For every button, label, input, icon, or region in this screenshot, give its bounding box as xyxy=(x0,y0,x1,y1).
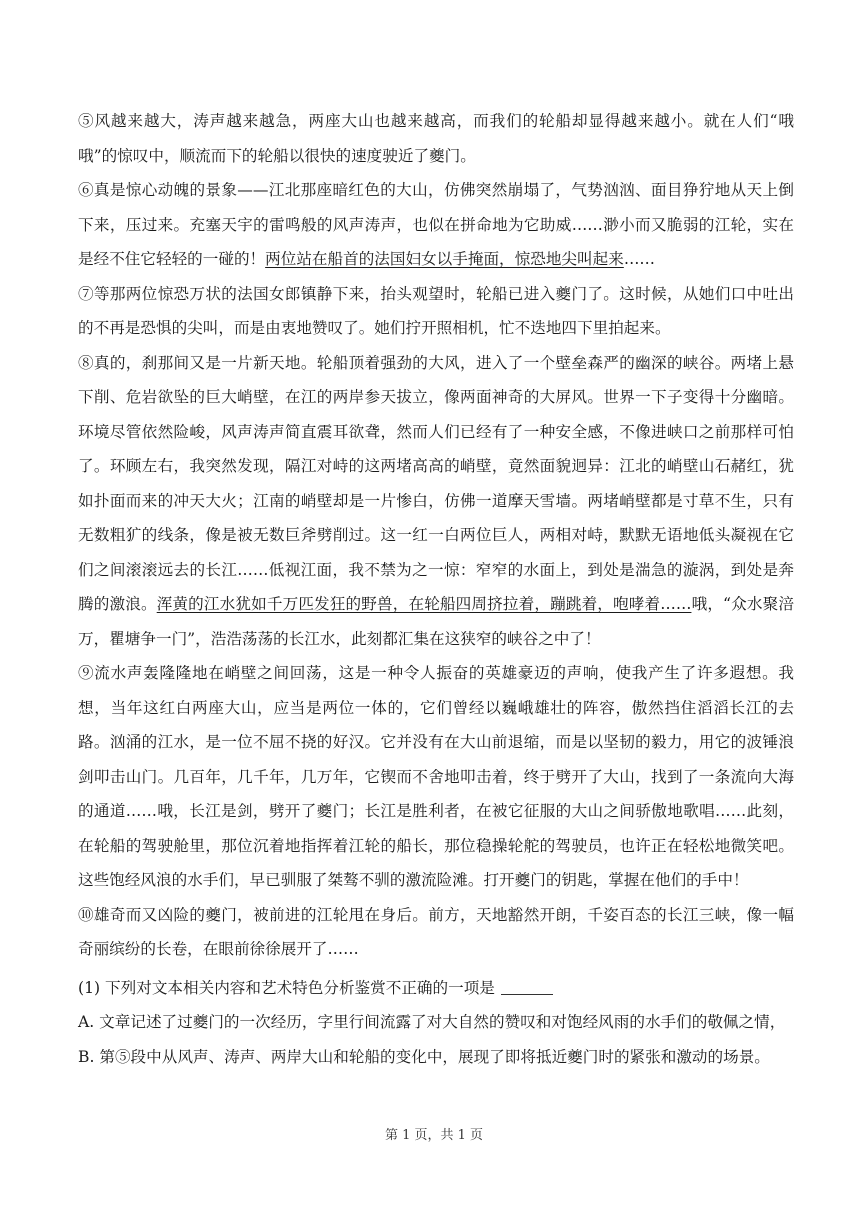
paragraph-7: ⑦等那两位惊恐万状的法国女郎镇静下来，抬头观望时，轮船已进入夔门了。这时候，从她们口中吐出的不再是恐惧的尖叫，而是由衷地赞叹了。她们拧开照相机，忙不迭地四下里拍起来。 xyxy=(78,284,794,337)
question-stem-text: (1) 下列对文本相关内容和艺术特色分析鉴赏不正确的一项是 xyxy=(78,978,495,997)
answer-blank xyxy=(501,976,553,995)
paragraph-8-ending: 哦，“众水聚涪万，瞿塘争一门”，浩浩荡荡的长江水，此刻都汇集在这狭窄的峡谷之中了！ xyxy=(78,595,794,648)
passage-body xyxy=(78,104,794,1074)
paragraph-8 xyxy=(78,346,794,657)
paragraph-6-underlined-sentence: 两位站在船首的法国妇女以手掩面，惊恐地尖叫起来 xyxy=(265,250,624,268)
paragraph-10: ⑩雄奇而又凶险的夔门，被前进的江轮甩在身后。前方，天地豁然开朗，千姿百态的长江三峡，像一幅奇丽缤纷的长卷，在眼前徐徐展开了…… xyxy=(78,905,794,958)
option-a: A. 文章记述了过夔门的一次经历，字里行间流露了对大自然的赞叹和对饱经风雨的水手们的敬佩之情， xyxy=(78,1013,786,1031)
paragraph-8-underlined-sentence: 浑黄的江水犹如千万匹发狂的野兽，在轮船四周挤拉着，蹦跳着，咆哮着…… xyxy=(156,595,692,613)
paragraph-6-ellipsis: …… xyxy=(623,250,655,268)
paragraph-5: ⑤风越来越大，涛声越来越急，两座大山也越来越高，而我们的轮船却显得越来越小。就在人们“哦哦”的惊叹中，顺流而下的轮船以很快的速度驶近了夔门。 xyxy=(78,112,794,165)
option-b: B. 第⑤段中从风声、涛声、两岸大山和轮船的变化中，展现了即将抵近夔门时的紧张和激动的场景。 xyxy=(78,1047,770,1066)
question-stem xyxy=(78,971,794,1006)
paragraph-9: ⑨流水声轰隆隆地在峭壁之间回荡，这是一种令人振奋的英雄豪迈的声响，使我产生了许多遐想。我想，当年这红白两座大山，应当是两位一体的，它们曾经以巍峨雄壮的阵容，傲然挡住滔滔长江的去路。汹涌的江水，是一位不屈不挠的好汉。它并没有在大山前退缩，而是以坚韧的毅力，用它的波锤浪剑叩击山门。几百年，几千年，几万年，它锲而不舍地叩击着，终于劈开了大山，找到了一条流向大海的通道……哦，长江是剑，劈开了夔门；长江是胜利者，在被它征服的大山之间骄傲地歌唱……此刻，在轮船的驾驶舱里，那位沉着地指挥着江轮的船长，那位稳操轮舵的驾驶员，也许正在轻松地微笑吧。这些饱经风浪的水手们，早已驯服了桀骜不驯的激流险滩。打开夔门的钥匙，掌握在他们的手中！ xyxy=(78,664,794,889)
paragraph-6-text: ⑥真是惊心动魄的景象——江北那座暗红色的大山，仿佛突然崩塌了，气势汹汹、面目狰狞地从天上倒下来，压过来。充塞天宇的雷鸣般的风声涛声，也似在拼命地为它助威……渺小而又脆弱的江轮，实在是经不住它轻轻的一碰的！ xyxy=(78,181,794,268)
page-footer: 第 1 页，共 1 页 xyxy=(384,1128,484,1143)
paragraph-8-text: ⑧真的，刹那间又是一片新天地。轮船顶着强劲的大风，进入了一个壁垒森严的幽深的峡谷。两堵上悬下削、危岩欲坠的巨大峭壁，在江的两岸参天拔立，像两面神奇的大屏风。世界一下子变得十分幽暗。环境尽管依然险峻，风声涛声简直震耳欲聋，然而人们已经有了一种安全感，不像进峡口之前那样可怕了。环顾左右，我突然发现，隔江对峙的这两堵高高的峭壁，竟然面貌迥异：江北的峭壁山石赭红，犹如扑面而来的冲天大火；江南的峭壁却是一片惨白，仿佛一道摩天雪墙。两堵峭壁都是寸草不生，只有无数粗犷的线条，像是被无数巨斧劈削过。这一红一白两位巨人，两相对峙，默默无语地低头凝视在它们之间滚滚远去的长江……低视江面，我不禁为之一惊：窄窄的水面上，到处是湍急的漩涡，到处是奔腾的激浪。 xyxy=(78,353,794,613)
paragraph-6 xyxy=(78,173,794,277)
